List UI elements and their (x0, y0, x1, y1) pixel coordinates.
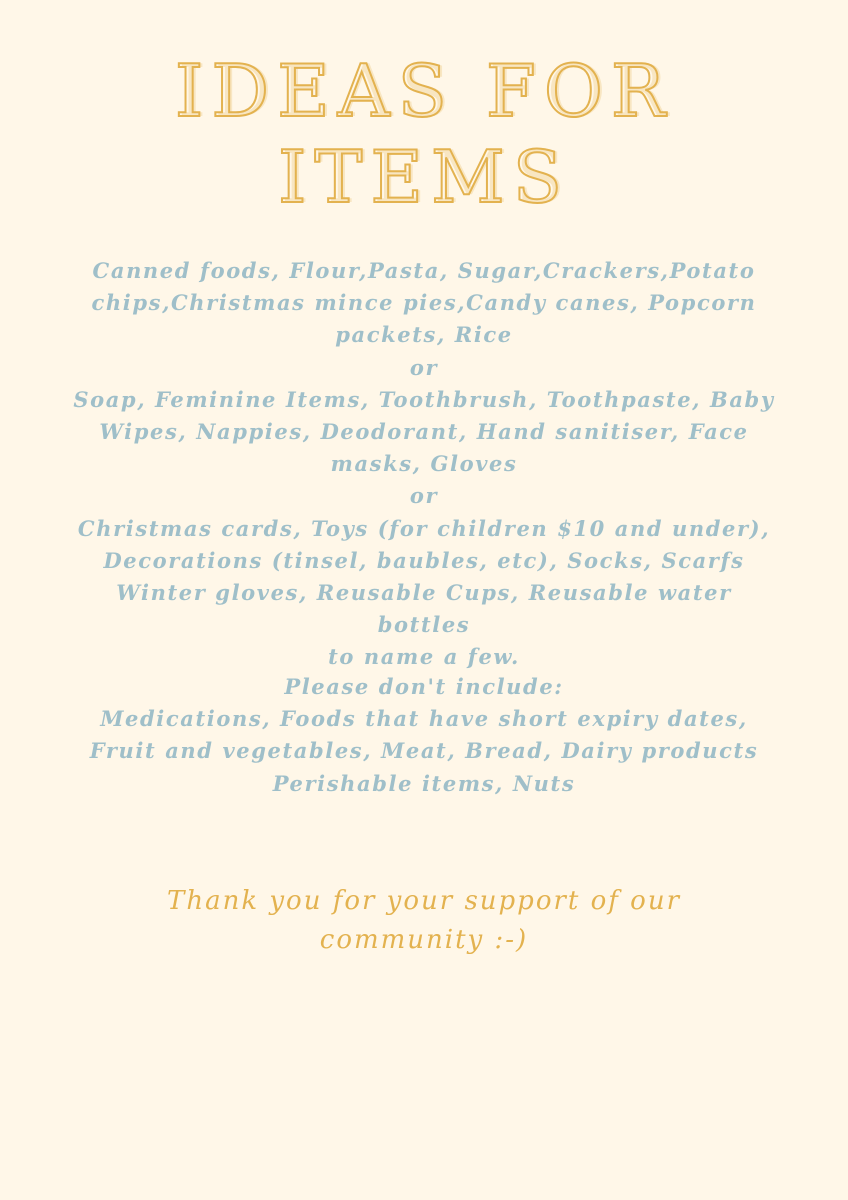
exclusions-list (70, 671, 778, 800)
or-separator-1: or (409, 354, 439, 380)
title-line-1: IDEAS FOR (174, 49, 674, 133)
food-items-line-3: packets, Rice (335, 322, 513, 348)
gift-items-line-4: to name a few. (328, 644, 520, 670)
exclusions-line-3: Perishable items, Nuts (272, 770, 576, 796)
gift-items-line-1: Christmas cards, Toys (for children $10 and under), (77, 515, 771, 541)
toiletry-items-line-3: masks, Gloves (330, 451, 518, 477)
exclusions-heading: Please don't include: (284, 674, 564, 699)
exclusions-line-2: Fruit and vegetables, Meat, Bread, Dairy products (89, 738, 759, 764)
toiletry-items-line-1: Soap, Feminine Items, Toothbrush, Toothpaste, Baby (73, 386, 775, 412)
title-line-2: ITEMS (277, 135, 571, 219)
or-separator-2: or (409, 483, 439, 509)
thank-you-line-1: Thank you for your support of our (167, 886, 681, 916)
thank-you-message (120, 882, 728, 960)
page-title (0, 48, 848, 220)
toiletry-items-line-2: Wipes, Nappies, Deodorant, Hand sanitiser, Face (99, 419, 749, 445)
food-items-line-1: Canned foods, Flour,Pasta, Sugar,Crackers,Potato (92, 258, 756, 283)
food-items-line-2: chips,Christmas mince pies,Candy canes, Popcorn (91, 290, 757, 316)
gift-items-line-2: Decorations (tinsel, baubles, etc), Socks, Scarfs (103, 547, 745, 573)
thank-you-line-2: community :-) (319, 925, 529, 955)
gift-items-line-3: Winter gloves, Reusable Cups, Reusable water bottles (116, 580, 732, 638)
donation-ideas (70, 255, 778, 674)
exclusions-line-1: Medications, Foods that have short expiry dates, (100, 706, 748, 732)
